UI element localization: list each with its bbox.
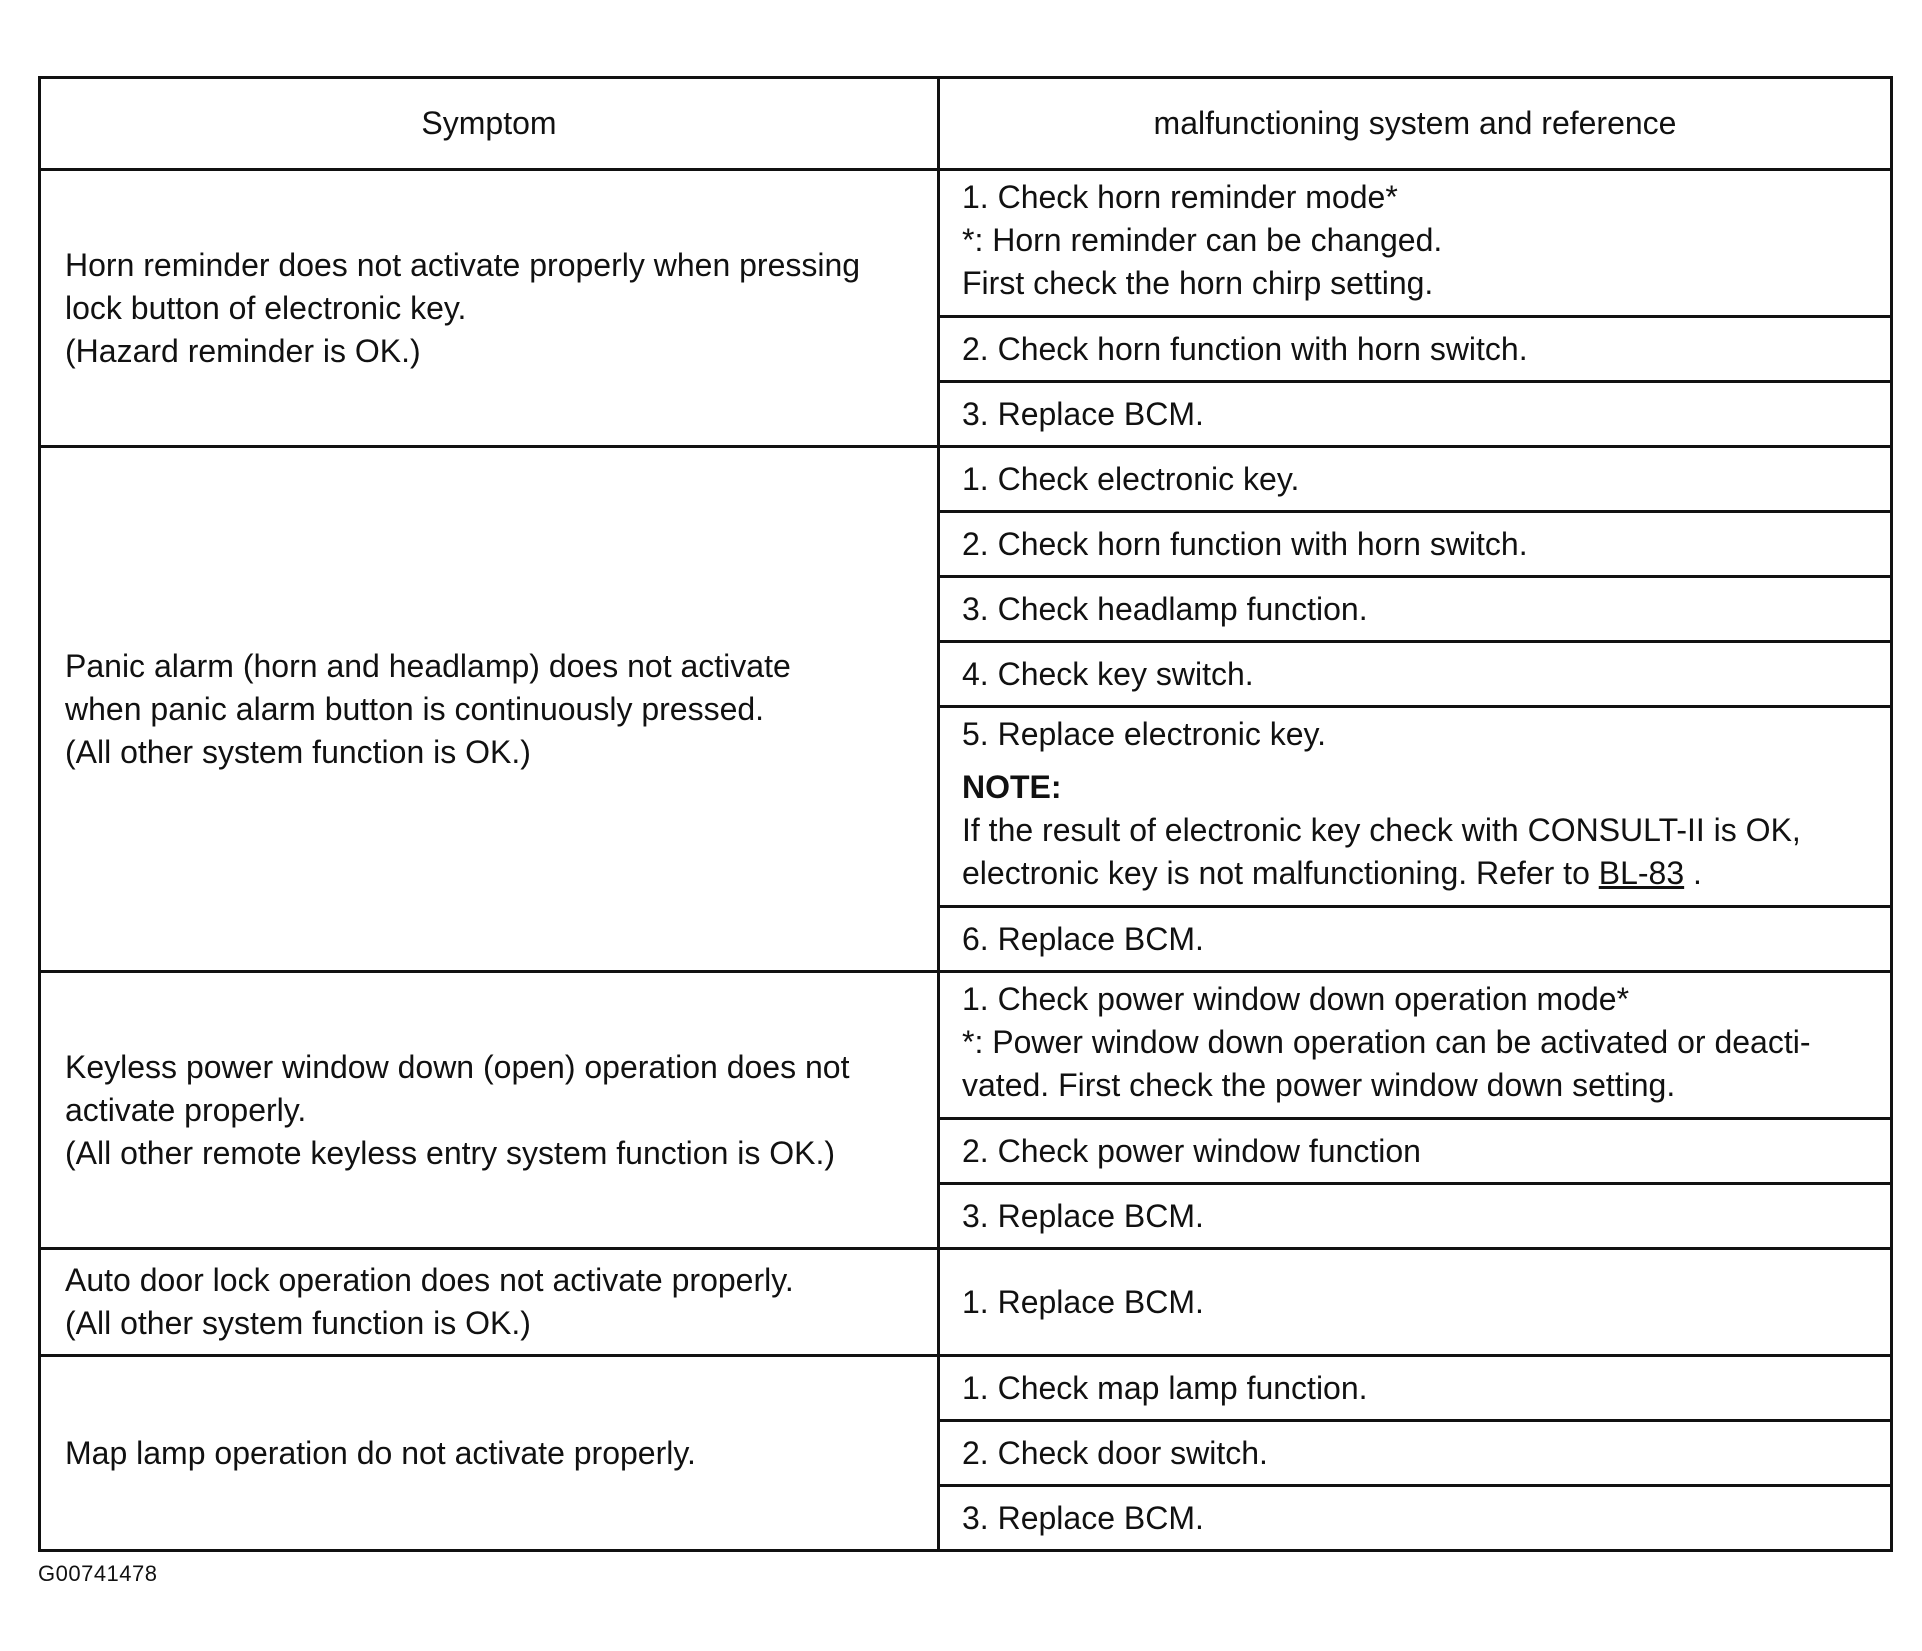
symptom-text: Map lamp operation do not activate properly. [65,1434,696,1471]
reference-column-header: malfunctioning system and reference [939,78,1892,170]
step-cell [939,1486,1892,1551]
symptom-text: when panic alarm button is continuously pressed. [65,690,765,727]
note-text-with-reference [962,852,1868,895]
step-cell [939,447,1892,512]
step-text: 1. Check map lamp function. [962,1370,1368,1406]
step-text: 4. Check key switch. [962,656,1254,692]
symptom-cell-map-lamp [40,1356,939,1551]
note-text: If the result of electronic key check with CONSULT-II is OK, [962,812,1801,848]
note-text: . [1684,855,1702,891]
table-row [40,447,1892,512]
step-text: 5. Replace electronic key. [962,716,1327,752]
step-cell [939,1249,1892,1356]
step-cell [939,170,1892,317]
symptom-cell-panic-alarm [40,447,939,972]
step-text: 3. Replace BCM. [962,396,1204,432]
step-text: 2. Check horn function with horn switch. [962,331,1528,367]
step-cell [939,1356,1892,1421]
step-cell [939,1119,1892,1184]
symptom-text: (All other system function is OK.) [65,733,531,770]
figure-id: G00741478 [38,1561,158,1586]
step-text: *: Horn reminder can be changed. [962,222,1443,258]
step-text: 2. Check power window function [962,1133,1421,1169]
step-cell [939,1184,1892,1249]
step-cell [939,317,1892,382]
step-text: 3. Check headlamp function. [962,591,1368,627]
symptom-text: (All other remote keyless entry system function is OK.) [65,1134,836,1171]
symptom-text: Horn reminder does not activate properly when pressing [65,246,861,283]
symptom-table-container [38,76,1890,1552]
step-text: 1. Check horn reminder mode* [962,179,1398,215]
table-row [40,1249,1892,1356]
step-cell [939,577,1892,642]
step-cell [939,642,1892,707]
step-cell [939,972,1892,1119]
symptom-text: Auto door lock operation does not activate properly. [65,1262,794,1298]
step-cell [939,382,1892,447]
symptom-text: (All other system function is OK.) [65,1305,531,1341]
symptom-cell-horn-reminder [40,170,939,447]
symptom-cell-auto-door-lock [40,1249,939,1356]
table-header-row [40,78,1892,170]
symptom-text: Keyless power window down (open) operation does not [65,1048,850,1085]
step-cell [939,512,1892,577]
step-text: vated. First check the power window down setting. [962,1067,1676,1103]
symptom-text: Panic alarm (horn and headlamp) does not activate [65,647,791,684]
symptom-cell-power-window [40,972,939,1249]
symptom-text: activate properly. [65,1091,307,1128]
step-text: 2. Check door switch. [962,1435,1268,1471]
symptom-text: (Hazard reminder is OK.) [65,332,421,369]
step-cell-with-note [939,707,1892,907]
table-row [40,1356,1892,1421]
symptom-text: lock button of electronic key. [65,289,467,326]
step-text: 3. Replace BCM. [962,1500,1204,1536]
reference-link-bl-83[interactable]: BL-83 [1598,855,1685,891]
table-row [40,170,1892,317]
step-text: *: Power window down operation can be activated or deacti- [962,1024,1811,1060]
step-text: 1. Check power window down operation mode* [962,981,1630,1017]
symptom-table [38,76,1893,1552]
step-text: 3. Replace BCM. [962,1198,1204,1234]
step-cell [939,907,1892,972]
symptom-column-header: Symptom [40,78,939,170]
step-text: 1. Check electronic key. [962,461,1300,497]
note-text: electronic key is not malfunctioning. Refer to [962,855,1599,891]
step-cell [939,1421,1892,1486]
step-text: 2. Check horn function with horn switch. [962,526,1528,562]
table-row [40,972,1892,1119]
step-text: 6. Replace BCM. [962,921,1204,957]
step-text: 1. Replace BCM. [962,1284,1204,1320]
step-text: First check the horn chirp setting. [962,265,1434,301]
note-label: NOTE: [962,769,1062,805]
